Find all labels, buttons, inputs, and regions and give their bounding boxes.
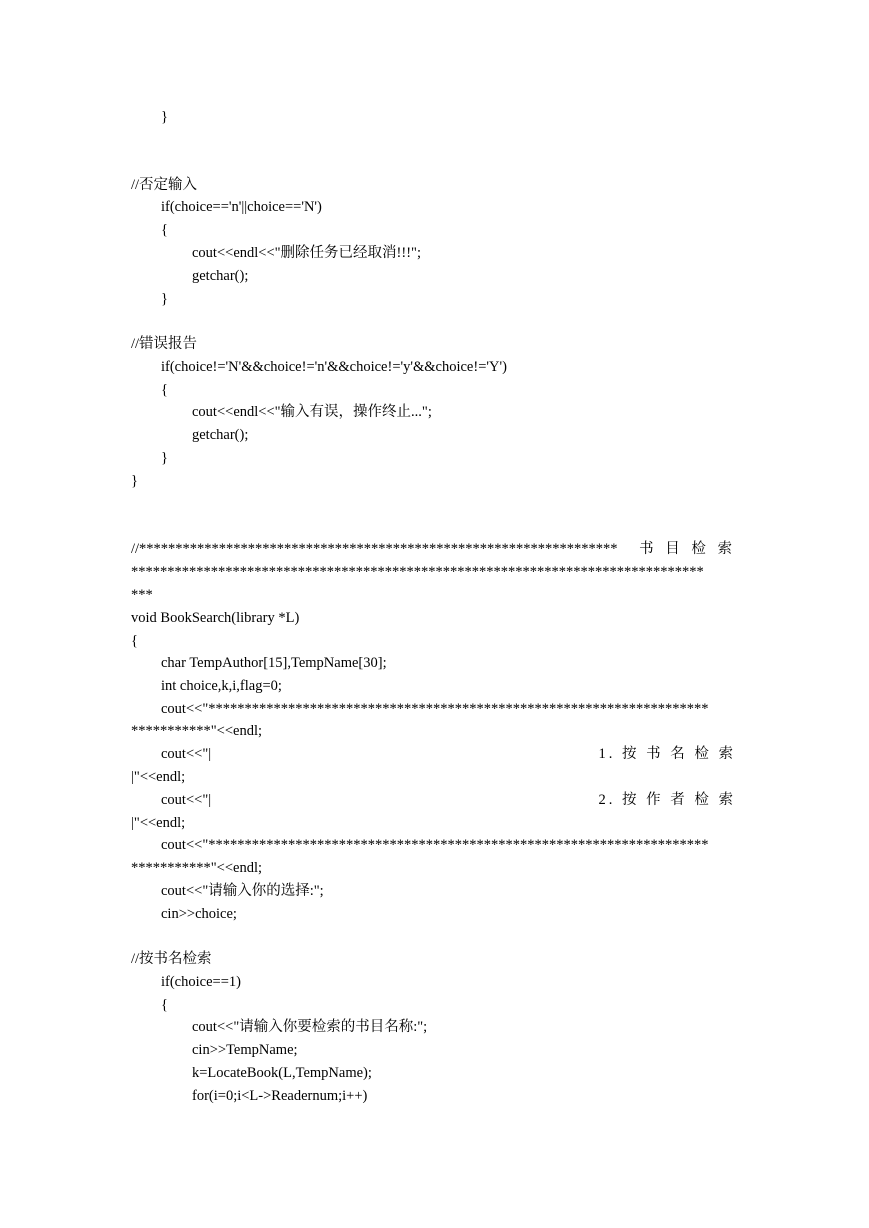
code-line: cout<<"请输入你的选择:"; — [161, 883, 324, 899]
code-line: { — [161, 382, 168, 398]
code-line: ***********"<<endl; — [131, 723, 263, 739]
code-line: } — [161, 291, 168, 307]
code-line: if(choice==1) — [161, 974, 241, 990]
code-line: cout<<"| — [161, 792, 212, 808]
menu-option-line — [161, 791, 736, 809]
code-line: if(choice=='n'||choice=='N') — [161, 199, 322, 215]
code-line: } — [131, 473, 138, 489]
code-comment: //按书名检索 — [131, 951, 212, 967]
code-line: getchar(); — [192, 427, 249, 443]
banner-stars: ******************************************************************************* — [131, 564, 704, 580]
code-line: cout<<"********************************************************************* — [161, 837, 709, 853]
code-line: cout<<endl<<"删除任务已经取消!!!"; — [192, 245, 421, 261]
menu-option-text: 2. 按 作 者 检 索 — [598, 792, 736, 808]
section-banner-line — [131, 540, 736, 558]
menu-option-line — [161, 745, 736, 763]
code-line: cout<<"| — [161, 746, 212, 762]
code-line: if(choice!='N'&&choice!='n'&&choice!='y'&&choice!='Y') — [161, 359, 507, 375]
menu-option-text: 1. 按 书 名 检 索 — [598, 746, 736, 762]
code-line: cin>>TempName; — [192, 1042, 298, 1058]
banner-title: 书 目 检 索 — [639, 541, 736, 557]
code-line: |"<<endl; — [131, 769, 186, 785]
code-line: cin>>choice; — [161, 906, 237, 922]
code-line: { — [161, 222, 168, 238]
code-line: cout<<"请输入你要检索的书目名称:"; — [192, 1019, 428, 1035]
banner-stars: //****************************************************************** — [131, 541, 618, 557]
banner-stars: *** — [131, 587, 153, 603]
code-line: for(i=0;i<L->Readernum;i++) — [192, 1088, 368, 1104]
code-line: cout<<"********************************************************************* — [161, 701, 709, 717]
code-line: int choice,k,i,flag=0; — [161, 678, 282, 694]
code-line: } — [161, 109, 168, 125]
code-line: { — [161, 997, 168, 1013]
code-line: } — [161, 450, 168, 466]
code-line: cout<<endl<<"输入有误，操作终止..."; — [192, 404, 432, 420]
code-line: k=LocateBook(L,TempName); — [192, 1065, 372, 1081]
code-comment: //否定输入 — [131, 177, 198, 193]
code-line: |"<<endl; — [131, 815, 186, 831]
code-line: ***********"<<endl; — [131, 860, 263, 876]
code-line: getchar(); — [192, 268, 249, 284]
function-signature: void BookSearch(library *L) — [131, 610, 300, 626]
code-line: { — [131, 633, 138, 649]
code-line: char TempAuthor[15],TempName[30]; — [161, 655, 387, 671]
code-comment: //错误报告 — [131, 336, 198, 352]
